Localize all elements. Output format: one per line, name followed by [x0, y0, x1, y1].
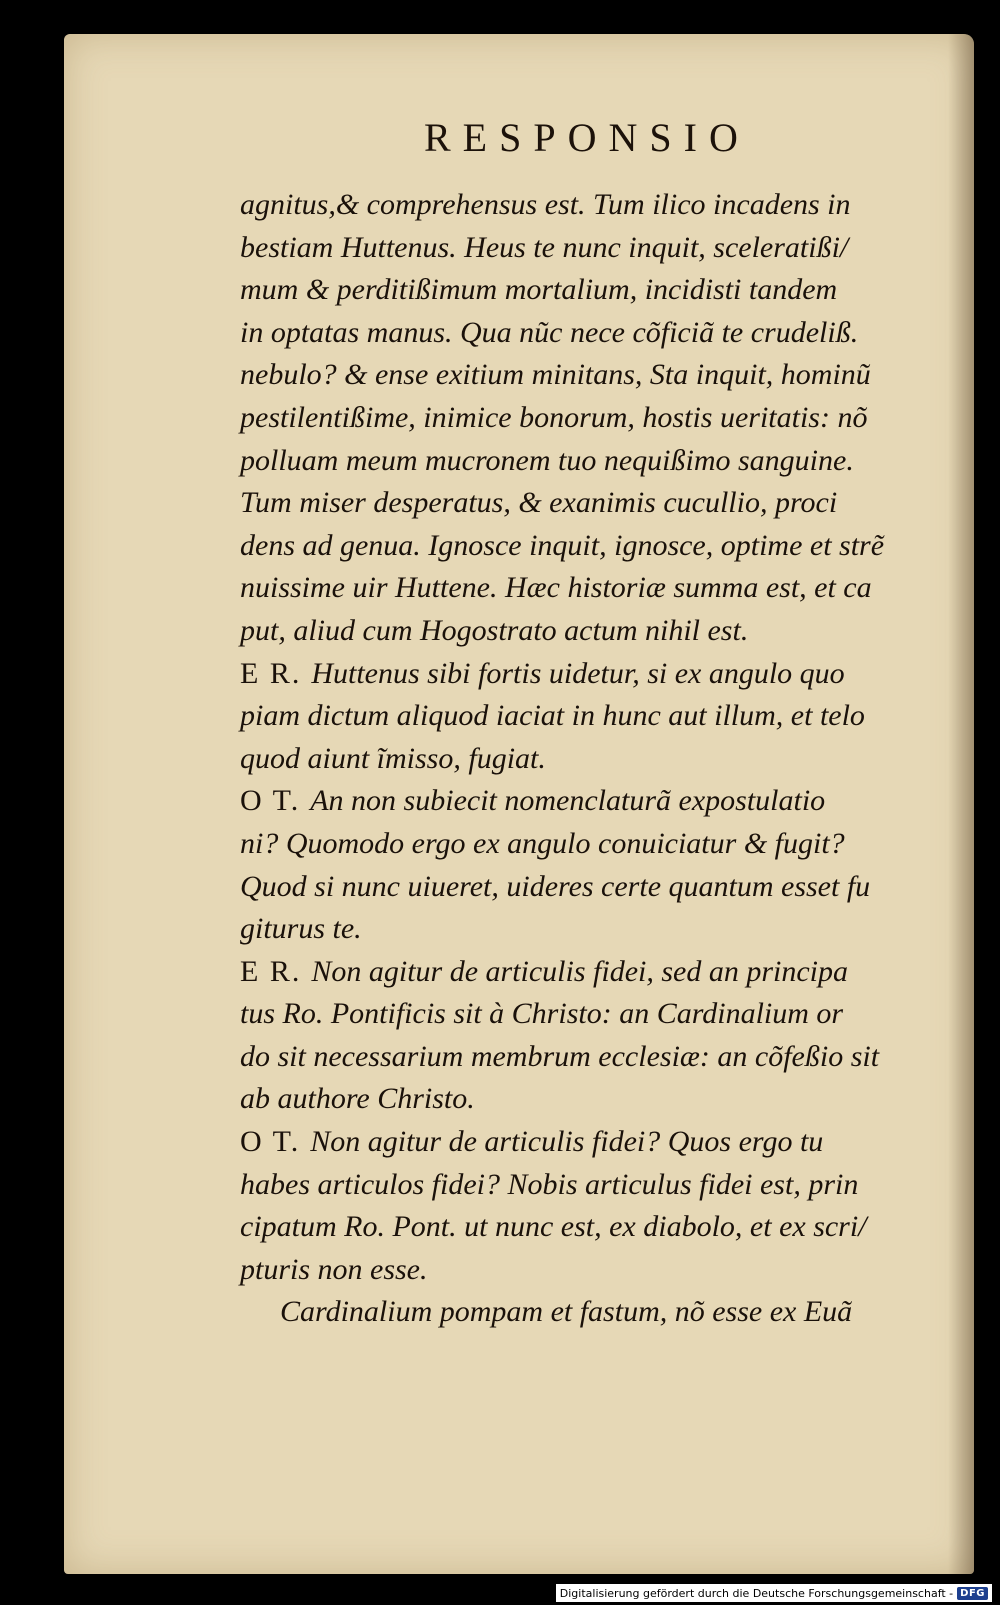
text-line — [240, 227, 1000, 270]
line-text: ni? Quomodo ergo ex angulo conuiciatur & fugit? — [240, 826, 845, 860]
speaker-label: O T. — [240, 784, 301, 818]
text-block — [240, 184, 1000, 1334]
line-text: do sit necessarium membrum ecclesiæ: an cõfeßio sit — [240, 1039, 880, 1073]
text-line — [240, 184, 1000, 227]
running-head: RESPONSIO — [424, 115, 750, 160]
text-line — [240, 567, 1000, 610]
speaker-label: O T. — [240, 1125, 301, 1159]
line-text: habes articulos fidei? Nobis articulus fidei est, prin — [240, 1167, 859, 1201]
line-text: Quod si nunc uiueret, uideres certe quantum esset fu — [240, 869, 871, 903]
text-line — [240, 908, 1000, 951]
line-text: pturis non esse. — [240, 1252, 428, 1286]
text-line — [240, 1206, 1000, 1249]
line-text: piam dictum aliquod iaciat in hunc aut illum, et telo — [240, 699, 865, 733]
line-text: bestiam Huttenus. Heus te nunc inquit, sceleratißi/ — [240, 230, 849, 264]
line-text: quod aiunt ĩmisso, fugiat. — [240, 741, 546, 775]
text-line — [240, 993, 1000, 1036]
text-line — [240, 780, 1000, 823]
line-text: cipatum Ro. Pont. ut nunc est, ex diabolo, et ex scri/ — [240, 1210, 867, 1244]
line-text: tus Ro. Pontificis sit à Christo: an Cardinalium or — [240, 997, 844, 1031]
text-line — [240, 653, 1000, 696]
text-line — [240, 440, 1000, 483]
line-text: Non agitur de articulis fidei, sed an principa — [311, 954, 848, 988]
line-text: ab authore Christo. — [240, 1082, 475, 1116]
text-line — [240, 397, 1000, 440]
line-text: giturus te. — [240, 912, 362, 946]
line-text: Non agitur de articulis fidei? Quos ergo tu — [310, 1125, 824, 1159]
line-text: put, aliud cum Hogostrato actum nihil est. — [240, 613, 749, 647]
text-line — [240, 951, 1000, 994]
line-text: dens ad genua. Ignosce inquit, ignosce, optime et strẽ — [240, 528, 885, 562]
footer-credit-text: Digitalisierung gefördert durch die Deutsche Forschungsgemeinschaft - — [559, 1586, 954, 1600]
speaker-label: E R. — [240, 954, 302, 988]
text-line — [240, 866, 1000, 909]
line-text: Huttenus sibi fortis uidetur, si ex angulo quo — [311, 656, 845, 690]
text-line — [240, 1078, 1000, 1121]
line-text: Cardinalium pompam et fastum, nõ esse ex Euã — [280, 1295, 853, 1329]
text-line — [240, 1121, 1000, 1164]
text-line — [240, 823, 1000, 866]
text-line — [240, 482, 1000, 525]
text-line — [240, 738, 1000, 781]
line-text: An non subiecit nomenclaturã expostulatio — [310, 784, 826, 818]
text-line — [240, 695, 1000, 738]
footer-credit — [556, 1584, 992, 1602]
line-text: nebulo? & ense exitium minitans, Sta inquit, hominũ — [240, 358, 871, 392]
text-line — [240, 1291, 1000, 1334]
text-line — [240, 610, 1000, 653]
line-text: mum & perditißimum mortalium, incidisti tandem — [240, 273, 838, 307]
text-line — [240, 312, 1000, 355]
speaker-label: E R. — [240, 656, 302, 690]
line-text: Tum miser desperatus, & exanimis cucullio, proci — [240, 486, 838, 520]
line-text: pestilentißime, inimice bonorum, hostis ueritatis: nõ — [240, 400, 868, 434]
text-line — [240, 1036, 1000, 1079]
book-page — [64, 34, 974, 1574]
text-line — [240, 1164, 1000, 1207]
line-text: nuissime uir Huttene. Hæc historiæ summa est, et ca — [240, 571, 872, 605]
text-line — [240, 269, 1000, 312]
text-line — [240, 525, 1000, 568]
dfg-logo: DFG — [957, 1587, 988, 1600]
line-text: in optatas manus. Qua nũc nece cõficiã te crudeliß. — [240, 315, 859, 349]
line-text: agnitus,& comprehensus est. Tum ilico incadens in — [240, 188, 851, 221]
text-line — [240, 354, 1000, 397]
line-text: polluam meum mucronem tuo nequißimo sanguine. — [240, 443, 854, 477]
text-line — [240, 1249, 1000, 1292]
